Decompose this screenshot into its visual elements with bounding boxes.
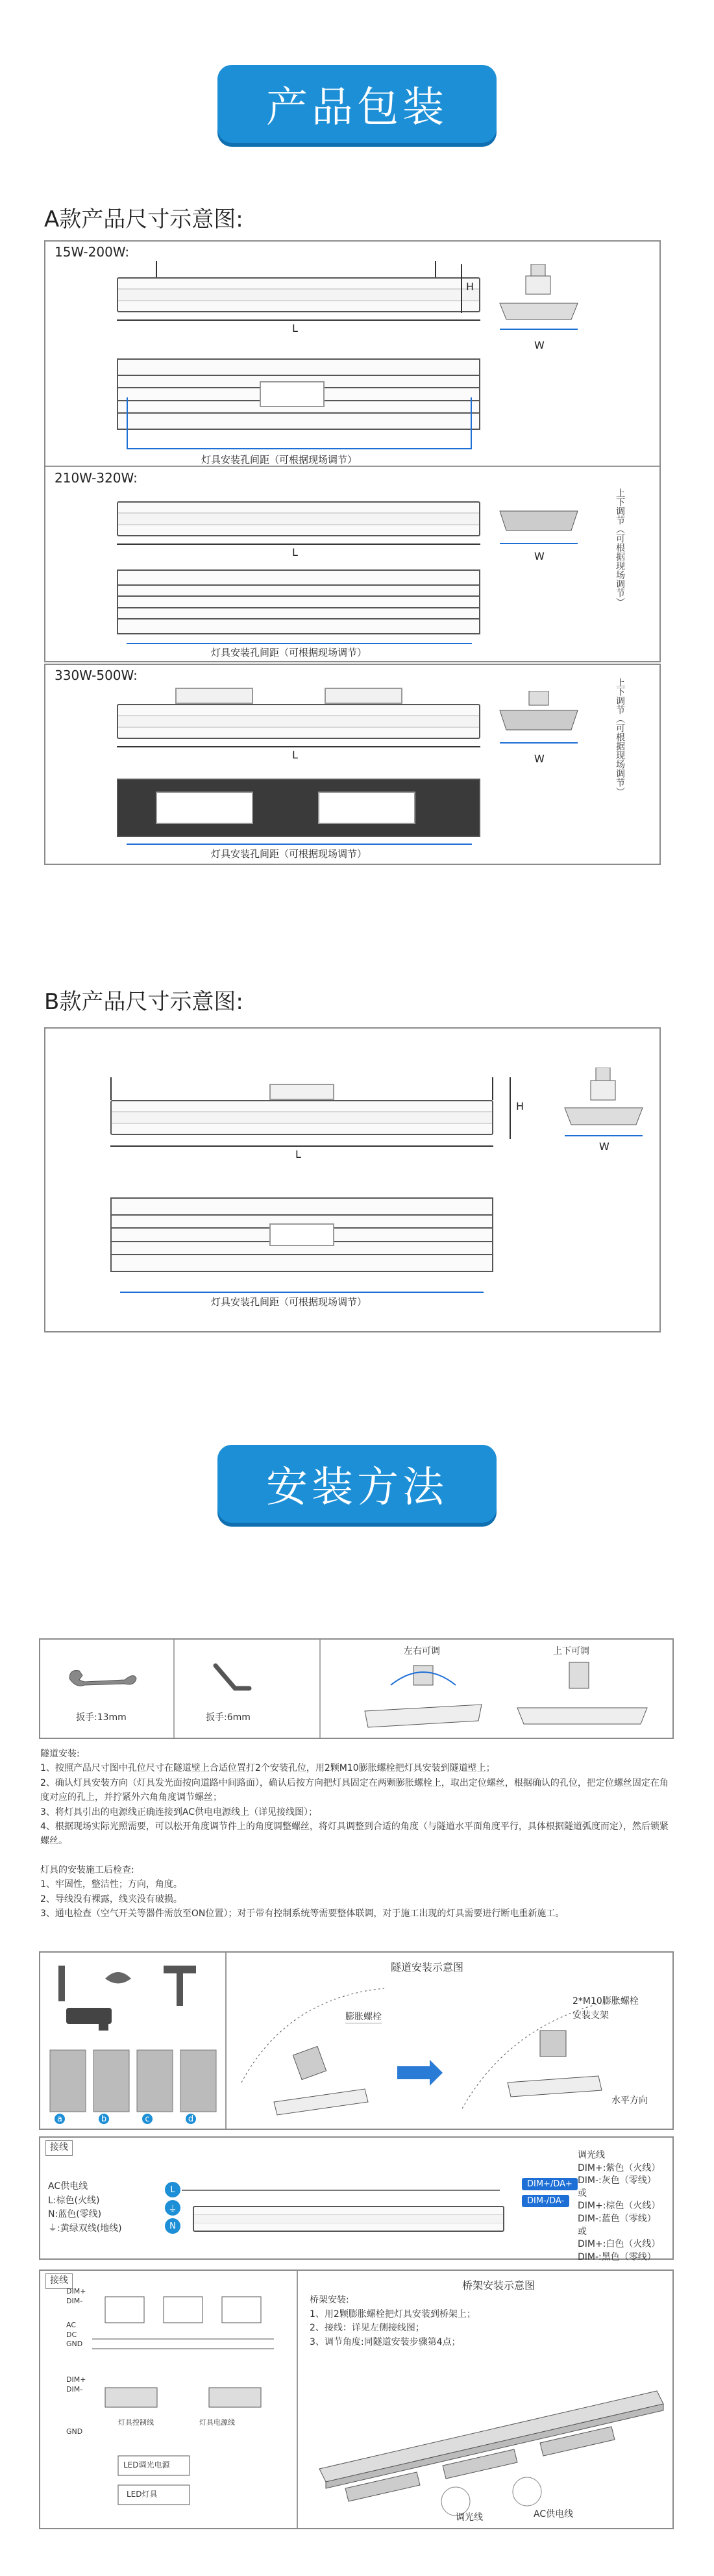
driver-box-3b [325,688,402,704]
wiring-frame [39,2136,674,2260]
bridge-line-2: 2、接线：详见左侧接线图； [310,2323,425,2334]
l-dim-line-3 [117,746,480,747]
hole-caption-1: 灯具安装孔间距（可根据现场调节） [201,454,358,466]
bracket-left-b [110,1077,112,1100]
variant-label-1: 15W-200W: [55,244,130,260]
check-3: 3、通电检查（空气开关等器件需放至ON位置）；对于带有控制系统等需要整体联调，对于施工出现的灯具需要进行断电重新施工。 [40,1908,565,1919]
driver-box-3c [156,792,253,824]
a-dimension-frame [44,240,661,662]
dim-pos-pill: DIM+/DA+ [522,2178,578,2190]
bridge-wiring-diagram [92,2290,287,2511]
tools-illustration [47,1959,222,2031]
lamp-side-view-1 [117,277,480,312]
side-note-2: 上下调节（可根据现场调节） [615,488,625,606]
install-banner: 安装方法 [217,1445,497,1523]
dim-line-4: DIM-:蓝色（零线） [578,2213,656,2224]
w-dim-label-3: W [534,753,545,765]
dot-n: N [165,2218,180,2234]
l-dim-label-b: L [295,1148,301,1160]
bracket-left-1 [156,261,157,277]
ac-line-1: L:棕色(火线) [48,2195,100,2206]
bridge-tray-diagram [306,2352,670,2524]
h-dim-label-1: H [466,281,474,293]
hole-dim-line-b [120,1292,484,1293]
end-view-2 [493,498,584,550]
led-power-label: LED调光电源 [123,2460,170,2470]
dim-line-7: DIM-:黑色（零线） [578,2251,656,2262]
term-1: DIM- [66,2296,83,2305]
notes-title: 隧道安装: [40,1749,80,1759]
l-dim-label-3: L [292,749,298,761]
hole-dim-right-1 [471,397,472,449]
bridge-title: 桥架安装示意图 [462,2279,536,2292]
hex-key-label: 扳手:6mm [206,1712,251,1723]
hole-caption-2: 灯具安装孔间距（可根据现场调节） [211,647,367,658]
bridge-line-3: 3、调节角度:同隧道安装步骤第4点； [310,2337,461,2348]
term-3: DC [66,2330,77,2339]
drilling-steps [47,2044,222,2115]
lamp-top-view-2 [117,569,480,634]
step-c: c [142,2114,153,2124]
check-1: 1、牢固性，整洁性；方向，角度。 [40,1879,182,1890]
lamp-side-view-3 [117,704,480,739]
wiring-lamp [193,2206,504,2232]
variant-label-2: 210W-320W: [55,470,138,486]
hole-dim-left-1 [127,397,128,449]
bolt-label: 膨胀螺栓 [345,2010,382,2023]
variant-label-3: 330W-500W: [55,668,138,683]
lamp-side-view-b [110,1100,493,1135]
b-dimension-frame [44,1027,661,1332]
adjust-lr-label: 左右可调 [404,1646,440,1657]
a-dimension-frame-2 [44,664,661,865]
w-dim-label-b: W [599,1140,609,1153]
bridge-wiring-label: 接线 [45,2273,73,2289]
side-note-3: 上下调节（可根据现场调节） [615,678,625,796]
dim-line-0: DIM+:紫色（火线） [578,2162,661,2173]
wiring-label: 接线 [45,2140,73,2156]
l-dim-label-1: L [292,322,298,334]
ac-line-3: ⏚:黄绿双线(地线) [48,2223,122,2234]
l-dim-line-b [110,1145,493,1147]
check-2: 2、导线没有裸露，线夹没有破损。 [40,1894,182,1905]
dim-line-3: DIM+:棕色（火线） [578,2201,661,2212]
driver-box-b [269,1084,334,1100]
dim-title: 调光线 [578,2150,605,2160]
h-dim-line-b [510,1077,511,1139]
bridge-steps [310,2294,476,2350]
bracket-label: 2*M10膨胀螺栓 安装支架 [572,1996,639,2021]
acline-label: AC供电线 [534,2509,574,2520]
tools-frame [39,1638,674,1739]
install-notes [40,1747,673,1921]
term-7: GND [66,2427,83,2436]
dim-neg-pill: DIM-/DA- [522,2195,569,2207]
row-divider-1 [45,466,659,467]
hole-dim-line-1 [127,448,472,449]
end-view-1 [493,264,584,336]
hole-caption-b: 灯具安装孔间距（可根据现场调节） [211,1296,367,1308]
dim-terminal-labels [66,2287,86,2437]
tunnel-divider [225,1953,227,2129]
power-line-label: 灯具电源线 [199,2418,235,2427]
lamp-side-view-2 [117,501,480,536]
level-label: 水平方向 [611,2095,648,2106]
ac-line-0: AC供电线 [48,2181,88,2192]
term-0: DIM+ [66,2287,86,2295]
term-5: DIM+ [66,2375,86,2384]
led-lamp-label: LED灯具 [127,2490,158,2499]
w-dim-label-2: W [534,550,545,562]
b-section-title: B款产品尺寸示意图: [44,989,243,1015]
l-dim-line-2 [117,544,480,545]
bridge-divider [297,2271,298,2528]
l-dim-line-1 [117,319,480,321]
check-title: 灯具的安装施工后检查: [40,1864,134,1875]
dot-ground: ⏚ [165,2200,180,2216]
bracket-right-b [492,1077,493,1100]
tunnel-frame [39,1951,674,2130]
step-d: d [186,2114,196,2124]
end-view-3 [493,691,584,749]
driver-box-3a [175,688,253,704]
l-dim-label-2: L [292,546,298,558]
driver-box-3d [318,792,415,824]
dim-line-1: DIM-:灰色（零线） [578,2175,656,2186]
dim-legend [578,2149,660,2264]
adjust-ud-label: 上下可调 [553,1646,589,1657]
step-a: a [55,2114,65,2124]
h-dim-label-b: H [516,1100,524,1112]
dim-line-6: DIM+:白色（火线） [578,2239,661,2250]
adjust-ud-diagram [508,1659,657,1737]
notes-line-3: 3、将灯具引出的电源线正确连接到AC供电电源线上（详见接线图）； [40,1807,318,1818]
tunnel-title: 隧道安装示意图 [391,1961,464,1973]
bracket-right-1 [435,261,436,277]
tool-divider-2 [319,1640,321,1738]
bridge-line-1: 1、用2颗膨胀螺栓把灯具安装到桥架上； [310,2308,476,2320]
dimline-label: 调光线 [456,2512,483,2523]
step-b: b [99,2114,109,2124]
w-dim-label-1: W [534,339,545,351]
dim-line-5: 或 [578,2226,587,2237]
term-2: AC [66,2320,77,2329]
adjust-lr-diagram [352,1659,495,1737]
packaging-banner: 产品包装 [217,65,497,143]
hole-caption-3: 灯具安装孔间距（可根据现场调节） [211,848,367,860]
ac-line-2: N:蓝色(零线) [48,2209,102,2220]
driver-box-1 [260,381,325,407]
notes-line-4: 4、根据现场实际光照需要，可以松开角度调节件上的角度调整螺丝，将灯具调整到合适的角度（与隧道水平面角度平行，具体根据隧道弧度而定），然后锁紧螺丝。 [40,1821,669,1847]
a-section-title: A款产品尺寸示意图: [44,206,243,232]
wrench-icon [66,1666,138,1692]
tool-divider-1 [173,1640,175,1738]
notes-line-1: 1、按照产品尺寸图中孔位尺寸在隧道壁上合适位置打2个安装孔位，用2颗M10膨胀螺栓把灯具安装到隧道壁上； [40,1763,495,1774]
h-dim-line-1 [461,264,462,313]
ctrl-line-label: 灯具控制线 [118,2418,154,2427]
hex-key-icon [209,1659,254,1698]
wrench-label: 扳手:13mm [76,1712,127,1723]
ac-lines [48,2180,122,2236]
bridge-frame [39,2270,674,2529]
dim-line-2: 或 [578,2188,587,2199]
term-6: DIM- [66,2385,83,2394]
hole-dim-line-2 [127,643,472,644]
notes-line-2: 2、确认灯具安装方向（灯具发光面按向道路中间路面），确认后按方向把灯具固定在两颗膨胀螺栓上，取出定位螺丝，根据确认的孔位，把定位螺丝固定在角度对应的孔上，并拧紧外六角角度调节螺丝； [40,1777,669,1803]
wire-1 [182,2190,500,2191]
term-4: GND [66,2340,83,2349]
dot-l: L [165,2182,180,2197]
driver-box-b2 [269,1223,334,1246]
hole-dim-line-3 [127,844,472,845]
bridge-line-0: 桥架安装: [310,2295,349,2305]
end-view-b [558,1068,649,1145]
